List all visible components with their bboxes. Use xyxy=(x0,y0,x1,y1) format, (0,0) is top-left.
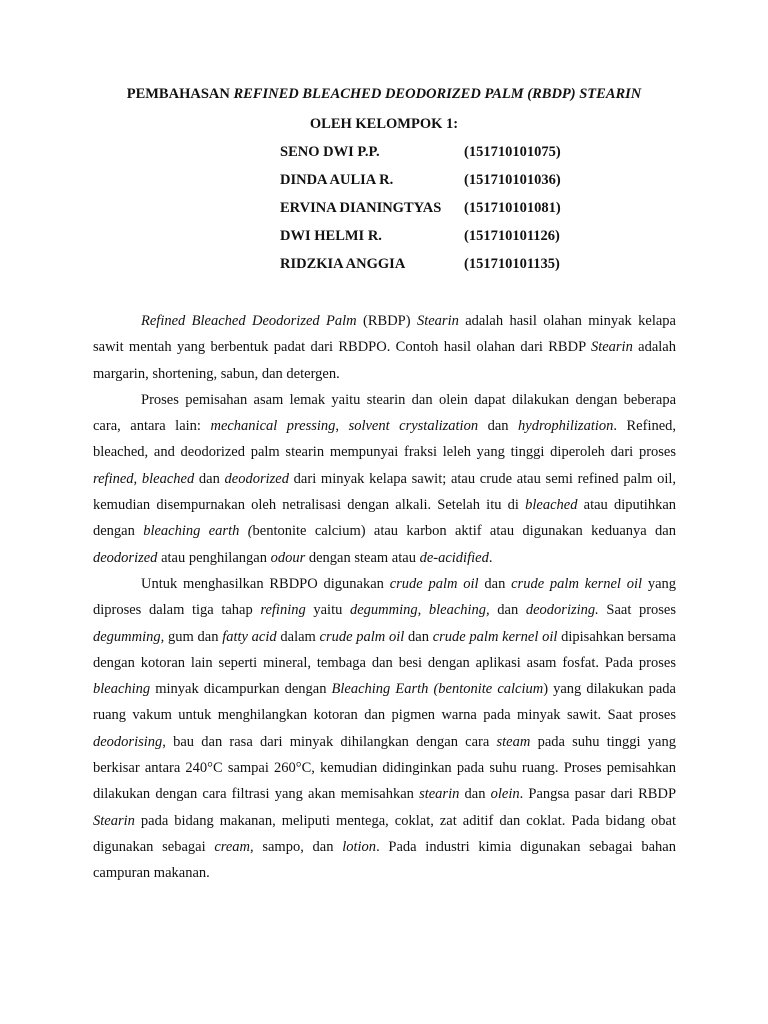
text-run: , xyxy=(335,418,349,435)
text-run: dan xyxy=(459,786,491,803)
member-name: DWI HELMI R. xyxy=(280,228,382,244)
text-run: gum dan xyxy=(164,628,223,645)
text-run: yang diproses dalam tiga tahap xyxy=(93,575,677,619)
member-id: (151710101036) xyxy=(464,172,561,188)
italic-text-run: bleaching earth ( xyxy=(143,523,253,540)
italic-text-run: cream xyxy=(214,838,251,855)
group-heading: OLEH KELOMPOK 1: xyxy=(309,116,459,132)
member-row xyxy=(280,255,561,283)
member-name: RIDZKIA ANGGIA xyxy=(280,256,406,272)
title-prefix: PEMBAHASAN xyxy=(126,86,234,102)
italic-text-run: bleaching xyxy=(93,681,151,698)
italic-text-run: solvent crystalization xyxy=(348,418,479,435)
text-run: pada bidang makanan, meliputi mentega, coklat, zat aditif dan coklat. Pada bidang obat digunakan sebagai xyxy=(93,812,676,855)
document-title xyxy=(0,86,768,103)
member-name: SENO DWI P.P. xyxy=(280,144,380,160)
text-run: dan xyxy=(478,418,519,435)
italic-text-run: fatty acid xyxy=(222,628,277,645)
italic-text-run: Stearin xyxy=(590,339,633,356)
text-run: , xyxy=(133,470,142,487)
text-run: Saat proses xyxy=(598,602,677,619)
italic-text-run: bleached xyxy=(525,497,578,514)
text-run: atau penghilangan xyxy=(157,549,271,566)
italic-text-run: lotion xyxy=(342,838,377,855)
italic-text-run: degumming, xyxy=(93,628,165,645)
italic-text-run: stearin xyxy=(419,786,460,803)
italic-text-run: crude palm oil xyxy=(389,575,479,592)
italic-text-run: bleached xyxy=(141,470,195,487)
italic-text-run: odour xyxy=(270,549,306,566)
member-row xyxy=(280,143,561,171)
title-italic: REFINED BLEACHED DEODORIZED PALM (RBDP) STEARIN xyxy=(233,86,642,102)
text-run: . Pangsa pasar dari RBDP xyxy=(519,786,677,803)
text-run: ) yang dilakukan pada ruang vakum untuk menghilangkan kotoran dan pigmen warna pada minyak sawit. Saat proses xyxy=(93,681,676,724)
member-id: (151710101081) xyxy=(464,200,561,216)
italic-text-run: mechanical pressing xyxy=(210,418,336,435)
text-run: dan xyxy=(478,575,512,592)
text-run: dan xyxy=(194,470,225,487)
text-run: . xyxy=(488,549,493,566)
member-row xyxy=(280,199,561,227)
italic-text-run: Stearin xyxy=(416,313,459,329)
member-name: ERVINA DIANINGTYAS xyxy=(280,200,442,216)
italic-text-run: refining xyxy=(260,602,306,619)
member-row xyxy=(280,227,561,255)
text-run: pada suhu tinggi yang berkisar antara 240°C sampai 260°C, kemudian didinginkan pada suhu ruang. Proses pemisahkan dilakukan dengan cara filtrasi yang akan memisahkan xyxy=(93,733,676,803)
italic-text-run: hydrophilization xyxy=(518,418,614,435)
text-run: . Pada industri kimia digunakan sebagai bahan campuran makanan. xyxy=(93,838,676,882)
italic-text-run: crude palm kernel oil xyxy=(432,628,558,645)
text-run: . Refined, bleached, and deodorized palm stearin mempunyai fraksi leleh yang tinggi diperoleh dari proses xyxy=(93,418,677,461)
text-run: adalah hasil olahan minyak kelapa sawit mentah yang berbentuk padat dari RBDPO. Contoh hasil olahan dari RBDP xyxy=(93,313,676,356)
italic-text-run: crude palm kernel oil xyxy=(511,575,643,592)
italic-text-run: deodorized xyxy=(93,549,158,566)
text-run: dari minyak kelapa sawit; atau crude atau semi refined palm oil, kemudian disempurnakan oleh netralisasi dengan alkali. Setelah itu di xyxy=(93,470,676,514)
text-run: , sampo, dan xyxy=(250,838,343,855)
italic-text-run: olein xyxy=(490,786,520,803)
text-run: bentonite calcium) atau karbon aktif atau digunakan keduanya dan xyxy=(252,523,676,540)
document-body xyxy=(93,308,676,887)
text-run: minyak dicampurkan dengan xyxy=(150,681,332,698)
text-run: dan xyxy=(489,602,526,619)
italic-text-run: steam xyxy=(496,733,531,750)
text-run: adalah margarin, shortening, sabun, dan detergen. xyxy=(93,339,676,382)
body-paragraph xyxy=(93,571,676,887)
member-id: (151710101126) xyxy=(464,228,560,244)
text-run: yaitu xyxy=(305,602,350,619)
italic-text-run: Stearin xyxy=(93,812,135,829)
text-run: dipisahkan bersama dengan kotoran lain seperti mineral, tembaga dan besi dengan aplikasi asam fosfat. Pada proses xyxy=(93,628,676,671)
italic-text-run: refined xyxy=(93,470,134,487)
text-run: , bau dan rasa dari minyak dihilangkan dengan cara xyxy=(162,733,497,750)
member-id: (151710101135) xyxy=(464,256,560,272)
italic-text-run: degumming, bleaching, xyxy=(349,602,490,619)
member-name: DINDA AULIA R. xyxy=(280,172,394,188)
member-list xyxy=(280,143,561,283)
italic-text-run: crude palm oil xyxy=(319,628,405,645)
body-paragraph xyxy=(93,308,676,387)
member-row xyxy=(280,171,561,199)
italic-text-run: Refined Bleached Deodorized Palm xyxy=(141,313,357,329)
italic-text-run: Bleaching Earth (bentonite calcium xyxy=(331,681,544,698)
text-run: Untuk menghasilkan RBDPO digunakan xyxy=(141,575,390,592)
body-paragraph xyxy=(93,387,676,571)
text-run: dan xyxy=(404,628,433,645)
italic-text-run: deodorized xyxy=(224,470,289,487)
italic-text-run: deodorizing. xyxy=(525,602,599,619)
italic-text-run: de-acidified xyxy=(419,549,489,566)
text-run: (RBDP) xyxy=(356,313,417,329)
text-run: dalam xyxy=(276,628,320,645)
text-run: dengan steam atau xyxy=(305,549,420,566)
text-run: atau diputihkan dengan xyxy=(93,497,677,540)
member-id: (151710101075) xyxy=(464,144,561,160)
text-run: Proses pemisahan asam lemak yaitu stearin dan olein dapat dilakukan dengan beberapa cara, antara lain: xyxy=(93,391,676,435)
italic-text-run: deodorising xyxy=(93,733,163,750)
